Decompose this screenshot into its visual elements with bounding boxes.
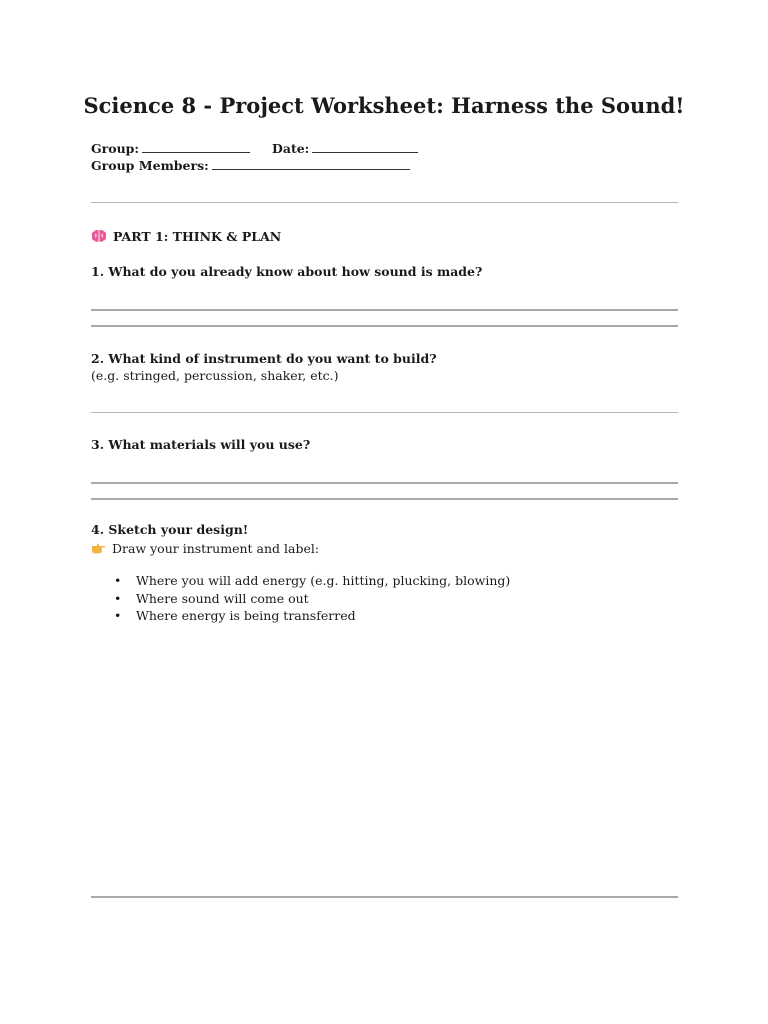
checklist-item: [91, 572, 510, 590]
question-2: 2. What kind of instrument do you want to build?: [91, 351, 437, 366]
bullet-glyph: •: [114, 590, 122, 606]
worksheet-title: Science 8 - Project Worksheet: Harness the Sound!: [83, 93, 685, 118]
bullet-glyph: •: [114, 573, 122, 588]
question-4: 4. Sketch your design!: [91, 522, 249, 537]
bullet-glyph: •: [114, 608, 122, 623]
label-checklist: [91, 572, 510, 625]
group-members-blank[interactable]: [212, 157, 410, 170]
date-blank[interactable]: [312, 140, 418, 153]
group-blank[interactable]: [142, 140, 250, 153]
question-2-hint: (e.g. stringed, percussion, shaker, etc.): [91, 368, 339, 383]
date-label: Date:: [272, 141, 310, 156]
checklist-item-text: Where energy is being transferred: [136, 608, 356, 623]
question-4-instruction-text: Draw your instrument and label:: [112, 541, 320, 556]
answer-line-q3-a[interactable]: [91, 482, 678, 484]
checklist-item-text: Where you will add energy (e.g. hitting, plucking, blowing): [136, 573, 511, 588]
checklist-item-text: Where sound will come out: [136, 590, 309, 606]
section-divider: [91, 202, 678, 203]
checklist-item: [91, 607, 510, 625]
pointing-hand-icon: [91, 542, 106, 554]
date-field[interactable]: [272, 140, 418, 156]
group-label: Group:: [91, 141, 140, 156]
group-field[interactable]: [91, 140, 250, 156]
part1-heading-text: PART 1: THINK & PLAN: [113, 229, 282, 244]
group-members-field[interactable]: [91, 157, 410, 173]
question-3: 3. What materials will you use?: [91, 437, 311, 452]
question-4-instruction: [91, 541, 319, 556]
group-members-label: Group Members:: [91, 158, 209, 173]
checklist-item: [91, 590, 510, 608]
sketch-area-bottom-line: [91, 896, 678, 898]
answer-line-q3-b[interactable]: [91, 498, 678, 500]
answer-line-q2[interactable]: [91, 412, 678, 413]
answer-line-q1-a[interactable]: [91, 309, 678, 311]
part1-heading: [91, 229, 281, 244]
question-1: 1. What do you already know about how sound is made?: [91, 264, 483, 279]
answer-line-q1-b[interactable]: [91, 325, 678, 327]
brain-icon: [91, 229, 107, 243]
